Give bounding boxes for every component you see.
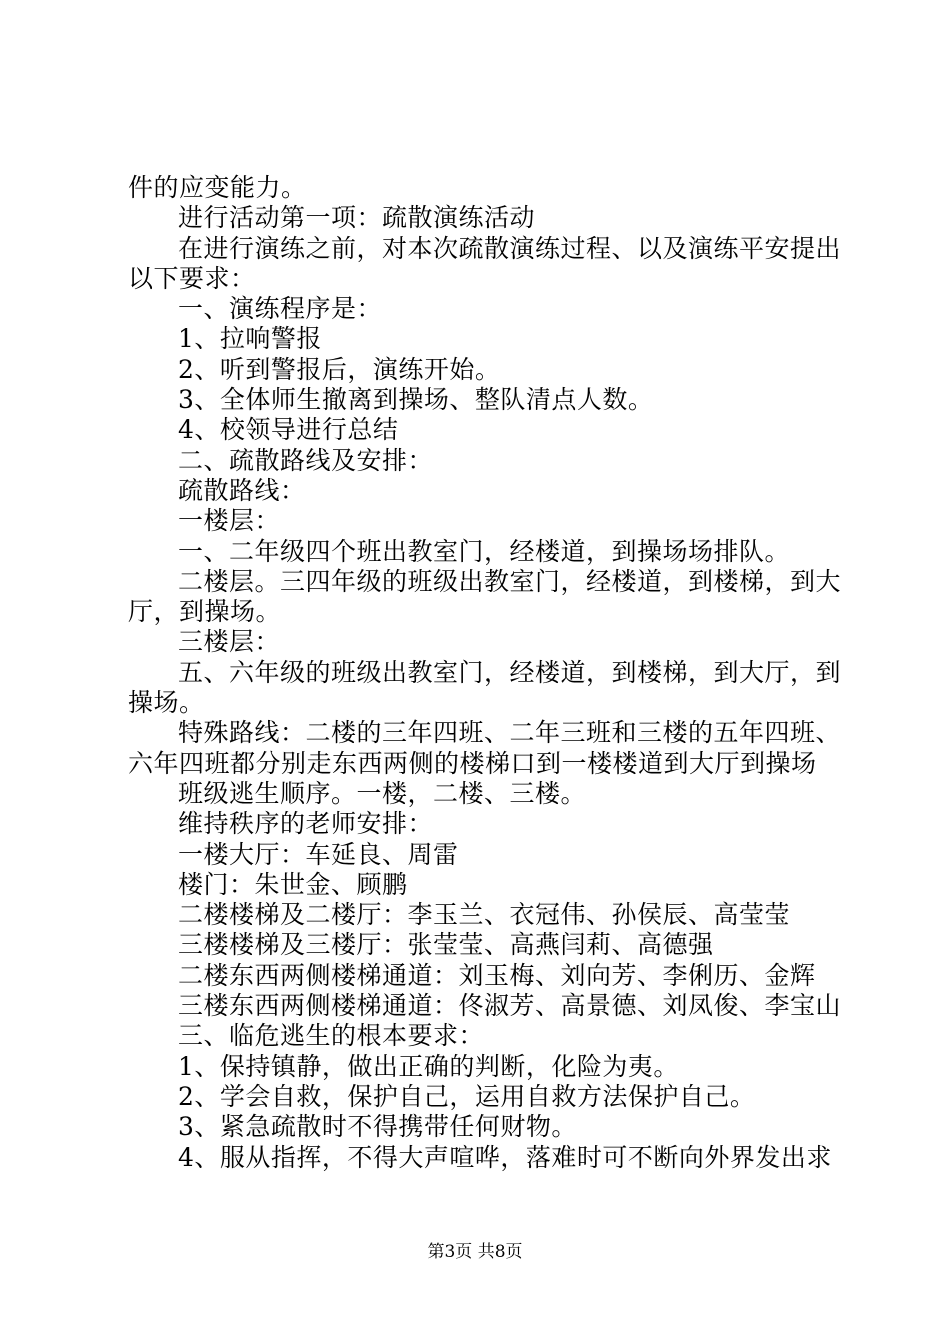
paragraph-line: 4、服从指挥，不得大声喧哗，落难时可不断向外界发出求	[178, 1142, 832, 1172]
paragraph-line: 三楼东西两侧楼梯通道：佟淑芳、高景德、刘凤俊、李宝山	[178, 991, 842, 1021]
paragraph-line: 三、临危逃生的根本要求：	[178, 1021, 485, 1051]
paragraph-line: 2、学会自救，保护自己，运用自救方法保护自己。	[178, 1081, 756, 1111]
paragraph-line: 件的应变能力。	[128, 173, 307, 202]
page-number-label: 第3页 共8页	[427, 1242, 523, 1262]
paragraph-line: 疏散路线：	[178, 475, 306, 505]
paragraph-line: 二、疏散路线及安排：	[178, 445, 434, 475]
paragraph-line: 以下要求：	[128, 263, 256, 293]
paragraph-line: 二楼东西两侧楼梯通道：刘玉梅、刘向芳、李俐历、金辉	[178, 960, 816, 990]
paragraph-line: 一楼层：	[178, 506, 281, 536]
paragraph-line: 4、校领导进行总结	[178, 415, 399, 445]
paragraph-line: 六年四班都分别走东西两侧的楼梯口到一楼楼道到大厅到操场	[128, 748, 817, 778]
paragraph-line: 楼门：朱世金、顾鹏	[178, 869, 408, 899]
paragraph-line: 3、紧急疏散时不得携带任何财物。	[178, 1112, 577, 1142]
paragraph-line: 三楼楼梯及三楼厅：张莹莹、高燕闫莉、高德强	[178, 930, 714, 960]
paragraph-line: 班级逃生顺序。一楼，二楼、三楼。	[178, 778, 587, 808]
paragraph-line: 二楼层。三四年级的班级出教室门，经楼道，到楼梯，到大	[178, 566, 842, 596]
paragraph-line: 1、保持镇静，做出正确的判断，化险为夷。	[178, 1051, 679, 1081]
paragraph-line: 一楼大厅：车延良、周雷	[178, 839, 459, 869]
paragraph-line: 厅，到操场。	[128, 597, 282, 627]
paragraph-line: 一、二年级四个班出教室门，经楼道，到操场场排队。	[178, 536, 791, 566]
paragraph-line: 3、全体师生撤离到操场、整队清点人数。	[178, 385, 654, 415]
paragraph-line: 特殊路线：二楼的三年四班、二年三班和三楼的五年四班、	[178, 718, 842, 748]
paragraph-line: 五、六年级的班级出教室门，经楼道，到楼梯，到大厅，到	[178, 657, 842, 687]
document-body	[128, 173, 843, 1173]
paragraph-line: 1、拉响警报	[178, 324, 322, 354]
paragraph-line: 在进行演练之前，对本次疏散演练过程、以及演练平安提出	[178, 233, 842, 263]
paragraph-line: 2、听到警报后，演练开始。	[178, 354, 501, 384]
paragraph-line: 维持秩序的老师安排：	[178, 809, 434, 839]
page-footer	[0, 1241, 950, 1263]
paragraph-line: 进行活动第一项：疏散演练活动	[178, 203, 536, 233]
paragraph-line: 一、演练程序是：	[178, 294, 383, 324]
paragraph-line: 操场。	[128, 688, 205, 718]
paragraph-line: 二楼楼梯及二楼厅：李玉兰、衣冠伟、孙侯辰、高莹莹	[178, 900, 791, 930]
paragraph-line: 三楼层：	[178, 627, 281, 657]
